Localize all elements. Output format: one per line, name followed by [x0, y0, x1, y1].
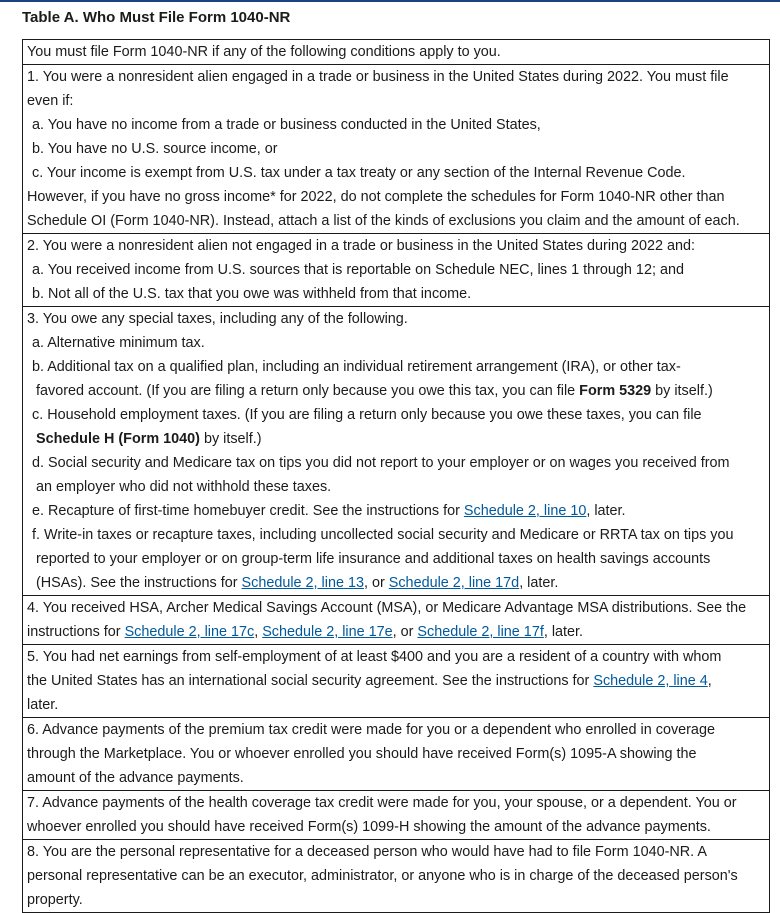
table-row-3 — [23, 306, 769, 595]
row3-item-b2 — [27, 379, 765, 403]
row3-f3-post: , later. — [519, 575, 559, 591]
top-border — [0, 0, 780, 2]
schedule2-line17d-link[interactable]: Schedule 2, line 17d — [388, 575, 520, 591]
row3-item-d1: d. Social security and Medicare tax on tips you did not report to your employer or on wages you received from — [32, 455, 730, 471]
table-row-4 — [23, 595, 769, 644]
row5-l2-post: , — [707, 673, 712, 689]
row4-l2-pre: instructions for — [27, 624, 125, 640]
row4-line2 — [27, 620, 765, 644]
row8-line2: personal representative can be an executor, administrator, or anyone who is in charge of the deceased person's — [27, 868, 738, 884]
schedule2-line17f-link[interactable]: Schedule 2, line 17f — [417, 624, 544, 640]
row3-f3-mid: , or — [363, 575, 389, 591]
row3-b2-pre: favored account. (If you are filing a return only because you owe this tax, you can file — [36, 383, 580, 399]
intro-text: You must file Form 1040-NR if any of the following conditions apply to you. — [27, 44, 501, 60]
row5-line3: later. — [27, 697, 59, 713]
table-row-1 — [23, 64, 769, 233]
row3-item-c2 — [27, 427, 765, 451]
row5-line2 — [27, 669, 765, 693]
row3-item-f3 — [27, 571, 765, 595]
row3-f3-pre: (HSAs). See the instructions for — [36, 575, 242, 591]
schedule2-line13-link[interactable]: Schedule 2, line 13 — [241, 575, 364, 591]
row8-line1: 8. You are the personal representative for a deceased person who would have had to file Form 1040-NR. A — [27, 844, 707, 860]
row3-item-d2: an employer who did not withhold these taxes. — [36, 479, 332, 495]
row6-line2: through the Marketplace. You or whoever enrolled you should have received Form(s) 1095-A showing the — [27, 746, 697, 762]
row1-item-c: c. Your income is exempt from U.S. tax under a tax treaty or any section of the Internal Revenue Code. — [32, 165, 686, 181]
row4-sep1: , — [254, 624, 263, 640]
table-row-5 — [23, 644, 769, 717]
row6-line3: amount of the advance payments. — [27, 770, 244, 786]
who-must-file-table — [22, 39, 770, 913]
table-row-6 — [23, 717, 769, 790]
table-row-intro — [23, 40, 769, 64]
row7-line2: whoever enrolled you should have received Form(s) 1099-H showing the amount of the advance payments. — [27, 819, 711, 835]
row4-line1: 4. You received HSA, Archer Medical Savings Account (MSA), or Medicare Advantage MSA distributions. See the — [27, 600, 747, 616]
row1-however-1: However, if you have no gross income* for 2022, do not complete the schedules for Form 1040-NR other than — [27, 189, 725, 205]
row8-line3: property. — [27, 892, 83, 908]
table-row-7 — [23, 790, 769, 839]
row3-e-pre: e. Recapture of first-time homebuyer credit. See the instructions for — [32, 503, 464, 519]
schedule2-line10-link[interactable]: Schedule 2, line 10 — [463, 503, 587, 519]
row3-item-f2: reported to your employer or on group-term life insurance and additional taxes on health savings accounts — [36, 551, 711, 567]
row1-item-a: a. You have no income from a trade or business conducted in the United States, — [32, 117, 541, 133]
row3-line1: 3. You owe any special taxes, including any of the following. — [27, 311, 408, 327]
row5-l2-pre: the United States has an international social security agreement. See the instructions for — [27, 673, 594, 689]
row2-item-b: b. Not all of the U.S. tax that you owe was withheld from that income. — [32, 286, 472, 302]
row3-b2-post: by itself.) — [651, 383, 713, 399]
row2-line1: 2. You were a nonresident alien not engaged in a trade or business in the United States during 2022 and: — [27, 238, 696, 254]
row3-item-e — [27, 499, 765, 523]
row7-line1: 7. Advance payments of the health coverage tax credit were made for you, your spouse, or a dependent. You or — [27, 795, 737, 811]
row1-however-2: Schedule OI (Form 1040-NR). Instead, attach a list of the kinds of exclusions you claim and the amount of each. — [27, 213, 740, 229]
row1-item-b: b. You have no U.S. source income, or — [32, 141, 278, 157]
row3-item-b1: b. Additional tax on a qualified plan, including an individual retirement arrangement (IRA), or other tax- — [32, 359, 681, 375]
schedule2-line17c-link[interactable]: Schedule 2, line 17c — [124, 624, 255, 640]
row1-line1: 1. You were a nonresident alien engaged in a trade or business in the United States during 2022. You must file — [27, 69, 729, 85]
table-row-2 — [23, 233, 769, 306]
row2-item-a: a. You received income from U.S. sources that is reportable on Schedule NEC, lines 1 through 12; and — [32, 262, 684, 278]
row3-c2-post: by itself.) — [199, 431, 262, 447]
table-row-8 — [23, 839, 769, 912]
row4-sep2: , or — [392, 624, 418, 640]
row1-line2: even if: — [27, 93, 74, 109]
table-title: Table A. Who Must File Form 1040-NR — [22, 9, 291, 26]
row4-l2-post: , later. — [543, 624, 584, 640]
schedule2-line4-link[interactable]: Schedule 2, line 4 — [593, 673, 708, 689]
schedule-h-bold: Schedule H (Form 1040) — [36, 431, 200, 447]
row3-e-post: , later. — [586, 503, 626, 519]
row5-line1: 5. You had net earnings from self-employment of at least $400 and you are a resident of a country with whom — [27, 649, 722, 665]
form-5329-bold: Form 5329 — [579, 383, 652, 399]
row3-item-a: a. Alternative minimum tax. — [32, 335, 205, 351]
row3-item-f1: f. Write-in taxes or recapture taxes, including uncollected social security and Medicare or RRTA tax on tips you — [32, 527, 734, 543]
row6-line1: 6. Advance payments of the premium tax credit were made for you or a dependent who enrolled in coverage — [27, 722, 715, 738]
row3-item-c1: c. Household employment taxes. (If you are filing a return only because you owe these taxes, you can file — [32, 407, 702, 423]
schedule2-line17e-link[interactable]: Schedule 2, line 17e — [262, 624, 393, 640]
